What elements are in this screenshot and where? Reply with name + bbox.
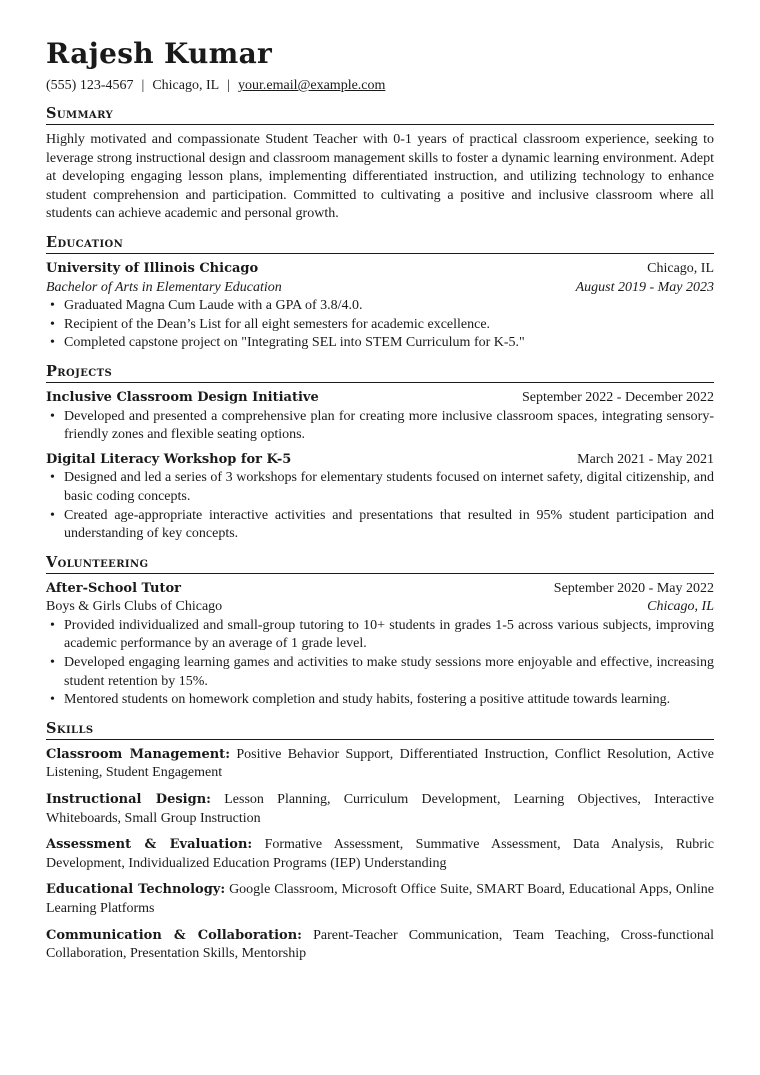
education-bullets [46, 297, 714, 353]
list-item: • Developed engaging learning games and activities to make study sessions more enjoyable and effective, increasing student retention by 15%. [46, 654, 714, 691]
skill-label: Assessment & Evaluation: [46, 837, 253, 853]
summary-section [46, 105, 714, 224]
skill-group [46, 836, 714, 873]
section-heading: Projects [46, 363, 714, 383]
project-header-row [46, 451, 714, 470]
section-heading: Education [46, 234, 714, 254]
project-header-row [46, 389, 714, 408]
list-item: • Developed and presented a comprehensive plan for creating more inclusive classroom spaces, integrating sensory-friendly zones and flexible seating options. [46, 408, 714, 445]
contact-separator: | [227, 78, 230, 93]
school-location: Chicago, IL [647, 260, 714, 276]
education-section [46, 234, 714, 353]
degree-row [46, 279, 714, 298]
skill-list: Lesson Planning, Curriculum Development, Learning Objectives, Interactive Whiteboards, Small Group Instruction [46, 792, 715, 826]
section-heading: Skills [46, 720, 714, 740]
education-dates: August 2019 - May 2023 [575, 279, 714, 295]
contact-line [46, 77, 714, 95]
volunteer-location: Chicago, IL [647, 599, 714, 615]
skill-list: Positive Behavior Support, Differentiated Instruction, Conflict Resolution, Active Listening, Student Engagement [46, 746, 714, 781]
section-heading: Summary [46, 105, 714, 125]
list-item: • Mentored students on homework completion and study habits, fostering a positive attitude towards learning. [46, 691, 714, 710]
skill-label: Classroom Management: [46, 746, 230, 762]
phone-number: (555) 123-4567 [46, 78, 134, 93]
project-entry [46, 451, 714, 544]
skill-group [46, 791, 714, 828]
volunteer-org-row [46, 598, 714, 617]
project-dates: September 2022 - December 2022 [521, 389, 714, 405]
skill-group [46, 881, 714, 918]
list-item: • Completed capstone project on "Integrating SEL into STEM Curriculum for K-5." [46, 334, 714, 353]
project-name: Inclusive Classroom Design Initiative [46, 389, 319, 405]
projects-section [46, 363, 714, 544]
volunteer-bullets [46, 617, 714, 710]
email-link[interactable]: your.email@example.com [238, 78, 386, 93]
volunteer-organization: Boys & Girls Clubs of Chicago [46, 599, 223, 615]
skill-label: Educational Technology: [46, 882, 226, 898]
education-header-row [46, 260, 714, 279]
skill-group [46, 927, 714, 964]
skill-label: Instructional Design: [46, 792, 211, 808]
list-item: • Graduated Magna Cum Laude with a GPA of 3.8/4.0. [46, 297, 714, 316]
volunteer-dates: September 2020 - May 2022 [553, 580, 714, 596]
volunteer-header-row [46, 580, 714, 599]
candidate-name: Rajesh Kumar [46, 37, 273, 70]
skill-list: Parent-Teacher Communication, Team Teaching, Cross-functional Collaboration, Presentation Skills, Mentorship [46, 927, 715, 962]
volunteering-section [46, 554, 714, 710]
project-bullets [46, 469, 714, 543]
skill-list: Google Classroom, Microsoft Office Suite, SMART Board, Educational Apps, Online Learning Platforms [46, 882, 714, 916]
project-bullets [46, 408, 714, 445]
list-item: • Recipient of the Dean’s List for all eight semesters for academic excellence. [46, 316, 714, 335]
project-name: Digital Literacy Workshop for K-5 [46, 451, 292, 467]
degree: Bachelor of Arts in Elementary Education [46, 279, 282, 295]
location: Chicago, IL [152, 78, 220, 93]
contact-separator: | [141, 78, 145, 93]
project-entry [46, 389, 714, 445]
summary-text: Highly motivated and compassionate Student Teacher with 0-1 years of practical classroom experience, seeking to leverage strong instructional design and classroom management skills to foster a dynamic learning environment. Adept at developing engaging lesson plans, implementing differentiated instruction, and utilizing technology to enhance student comprehension and participation. Committed to cultivating a positive and inclusive classroom where all students can achieve academic and personal growth. [46, 132, 714, 222]
skill-label: Communication & Collaboration: [46, 927, 302, 943]
project-dates: March 2021 - May 2021 [577, 451, 714, 467]
list-item: • Designed and led a series of 3 workshops for elementary students focused on internet safety, digital citizenship, and basic coding concepts. [46, 469, 714, 506]
section-heading: Volunteering [46, 554, 714, 574]
skill-group [46, 746, 714, 783]
list-item: • Created age-appropriate interactive activities and presentations that resulted in 95% student participation and understanding of key concepts. [46, 507, 714, 544]
list-item: • Provided individualized and small-group tutoring to 10+ students in grades 1-5 across various subjects, improving academic performance by an average of 1 grade level. [46, 617, 714, 654]
school-name: University of Illinois Chicago [46, 260, 259, 276]
skills-section [46, 720, 714, 964]
skill-list: Formative Assessment, Summative Assessment, Data Analysis, Rubric Development, Individualized Education Programs (IEP) Understanding [46, 837, 714, 871]
volunteer-role: After-School Tutor [46, 580, 181, 596]
